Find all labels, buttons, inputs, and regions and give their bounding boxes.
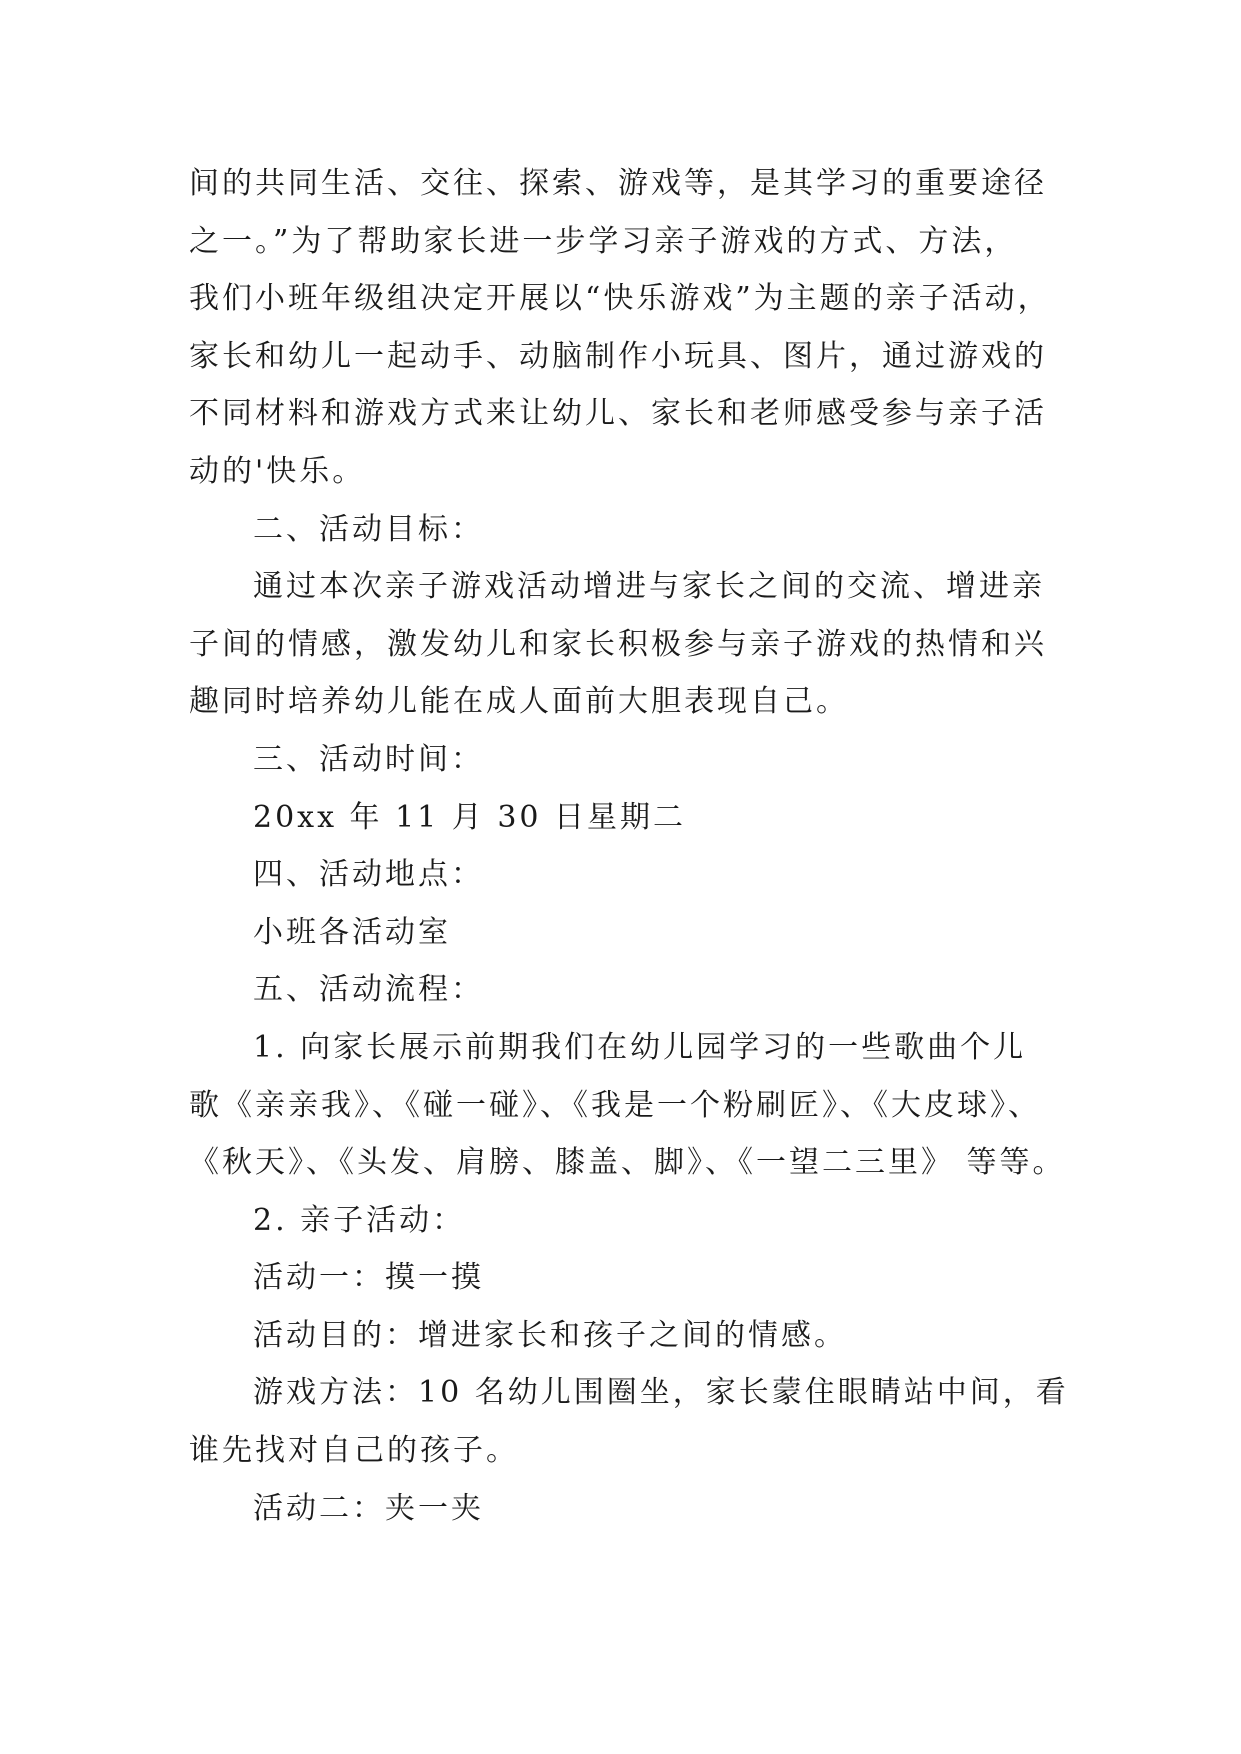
paragraph-line: 歌《亲亲我》、《碰一碰》、《我是一个粉刷匠》、《大皮球》、	[189, 1087, 1041, 1123]
paragraph-line: 动的'快乐。	[189, 453, 366, 489]
paragraph-line: 谁先找对自己的孩子。	[189, 1433, 519, 1469]
paragraph-line: 间的共同生活、交往、探索、游戏等，是其学习的重要途径	[189, 166, 1047, 201]
paragraph-line: 不同材料和游戏方式来让幼儿、家长和老师感受参与亲子活	[189, 396, 1047, 432]
list-item-line: 2. 亲子活动：	[253, 1202, 466, 1238]
paragraph-line: 子间的情感，激发幼儿和家长积极参与亲子游戏的热情和兴	[189, 626, 1047, 662]
section-heading-time: 三、活动时间：	[253, 741, 484, 777]
activity-purpose: 活动目的：增进家长和孩子之间的情感。	[253, 1317, 847, 1353]
paragraph-line: 我们小班年级组决定开展以“快乐游戏”为主题的亲子活动，	[189, 281, 1051, 317]
paragraph-line: 通过本次亲子游戏活动增进与家长之间的交流、增进亲	[253, 569, 1045, 605]
activity-title: 活动一：摸一摸	[253, 1260, 484, 1296]
paragraph-line: 《秋天》、《头发、肩膀、膝盖、脚》、《一望二三里》 等等。	[189, 1145, 1066, 1181]
paragraph-line: 家长和幼儿一起动手、动脑制作小玩具、图片，通过游戏的	[189, 338, 1047, 374]
activity-location: 小班各活动室	[253, 914, 451, 950]
activity-title: 活动二：夹一夹	[253, 1490, 484, 1526]
section-heading-process: 五、活动流程：	[253, 972, 484, 1008]
activity-method: 游戏方法：10 名幼儿围圈坐，家长蒙住眼睛站中间，看	[253, 1375, 1069, 1411]
activity-date: 20xx 年 11 月 30 日星期二	[253, 799, 687, 835]
section-heading-goals: 二、活动目标：	[253, 511, 484, 547]
paragraph-line: 趣同时培养幼儿能在成人面前大胆表现自己。	[189, 684, 849, 720]
document-body	[189, 155, 1069, 1537]
paragraph-line: 之一。”为了帮助家长进一步学习亲子游戏的方式、方法，	[189, 223, 1018, 259]
list-item-line: 1. 向家长展示前期我们在幼儿园学习的一些歌曲个儿	[253, 1029, 1027, 1065]
section-heading-location: 四、活动地点：	[253, 857, 484, 893]
